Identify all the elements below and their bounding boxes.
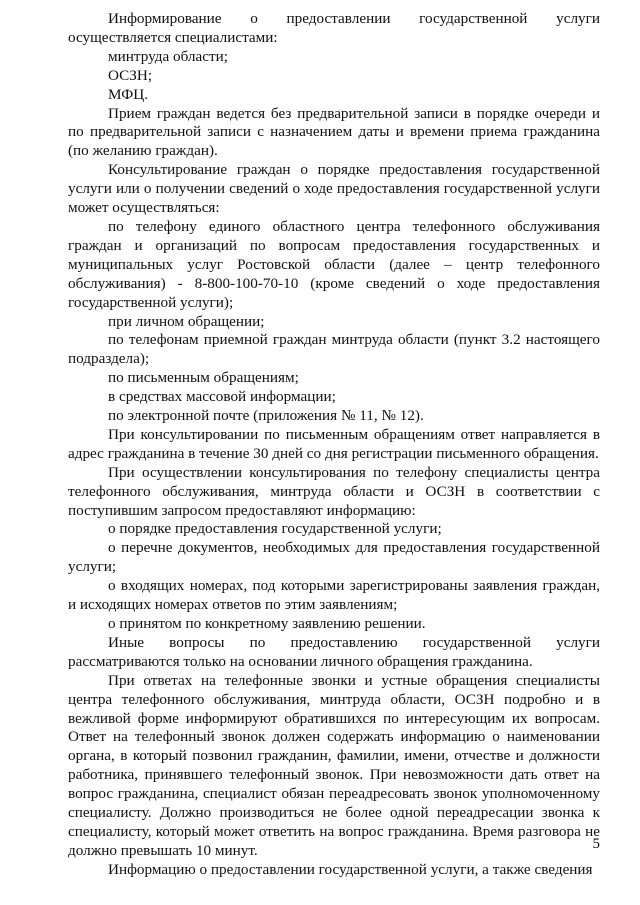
list-item-phone-center: по телефону единого областного центра телефонного обслуживания граждан и организаций по вопросам предоставления государственных и муниципальных услуг Ростовской области (далее – центр телефонного обслуживания) - 8-800-100-70-10 (кроме сведений о ходе предоставления государственной услуги);	[68, 217, 600, 311]
paragraph-other-questions: Иные вопросы по предоставлению государственной услуги рассматриваются только на основании личного обращения гражданина.	[68, 633, 600, 670]
paragraph-written-response: При консультировании по письменным обращениям ответ направляется в адрес гражданина в течение 30 дней со дня регистрации письменного обращения.	[68, 425, 600, 462]
paragraph-consulting: Консультирование граждан о порядке предоставления государственной услуги или о получении сведений о ходе предоставления государственной услуги может осуществляться:	[68, 161, 600, 217]
paragraph-informing: Информирование о предоставлении государственной услуги осуществляется специалистами:	[68, 10, 600, 46]
list-item-personal: при личном обращении;	[108, 312, 265, 330]
paragraph-information-continued: Информацию о предоставлении государственной услуги, а также сведения	[108, 860, 593, 878]
list-item-email: по электронной почте (приложения № 11, № 12).	[108, 407, 424, 425]
list-item-procedure: о порядке предоставления государственной услуги;	[108, 520, 442, 538]
list-item-mintrud: минтруда области;	[108, 47, 228, 65]
list-item-documents: о перечне документов, необходимых для предоставления государственной услуги;	[68, 539, 600, 576]
page-number: 5	[592, 836, 600, 852]
paragraph-reception: Прием граждан ведется без предварительной записи в порядке очереди и по предварительной записи с назначением даты и времени приема гражданина (по желанию граждан).	[68, 104, 600, 160]
paragraph-phone-answers: При ответах на телефонные звонки и устные обращения специалисты центра телефонного обслуживания, минтруда области, ОСЗН подробно и в вежливой форме информируют обратившихся по интересующим их вопросам. Ответ на телефонный звонок должен содержать информацию о наименовании органа, в который позвонил гражданин, фамилии, имени, отчестве и должности работника, принявшего телефонный звонок. При невозможности дать ответ на вопрос гражданина, специалист обязан переадресовать звонок уполномоченному специалисту. Должно производиться не более одной переадресации звонка к специалисту, который может ответить на вопрос гражданина. Время разговора не должно превышать 10 минут.	[68, 671, 600, 859]
list-item-decision: о принятом по конкретному заявлению решении.	[108, 615, 426, 632]
list-item-written: по письменным обращениям;	[108, 369, 299, 387]
list-item-reception-phones: по телефонам приемной граждан минтруда области (пункт 3.2 настоящего подраздела);	[68, 331, 600, 368]
list-item-mfc: МФЦ.	[108, 85, 149, 103]
document-body	[68, 10, 600, 880]
list-item-numbers: о входящих номерах, под которыми зарегистрированы заявления граждан, и исходящих номерах ответов по этим заявлениям;	[68, 577, 600, 614]
list-item-media: в средствах массовой информации;	[108, 388, 336, 406]
paragraph-phone-consulting: При осуществлении консультирования по телефону специалисты центра телефонного обслуживания, минтруда области и ОСЗН в соответствии с поступившим запросом предоставляют информацию:	[68, 463, 600, 519]
list-item-oszn: ОСЗН;	[108, 66, 153, 84]
